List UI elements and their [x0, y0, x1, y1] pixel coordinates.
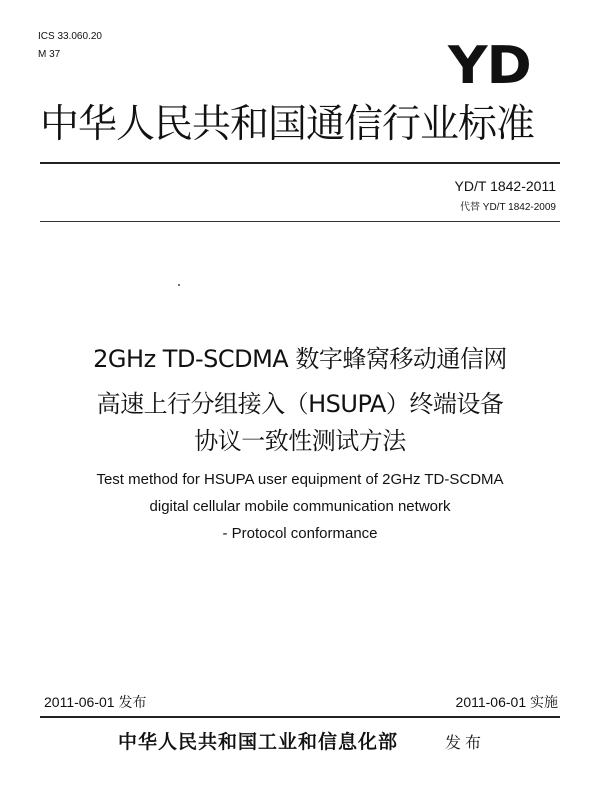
yd-logo: YD — [448, 36, 531, 96]
classification-code: M 37 — [38, 49, 61, 60]
scan-speck — [178, 284, 180, 286]
replaces-note: 代替 YD/T 1842-2009 — [460, 202, 556, 213]
ics-code: ICS 33.060.20 — [38, 31, 102, 42]
chinese-title-line-2: 高速上行分组接入（HSUPA）终端设备 — [96, 390, 504, 418]
english-title-line-3: - Protocol conformance — [222, 525, 378, 542]
english-title-line-1: Test method for HSUPA user equipment of 2GHz TD-SCDMA — [96, 471, 504, 488]
implementation-date: 2011-06-01 实施 — [455, 694, 558, 710]
chinese-title-line-1: 2GHz TD-SCDMA 数字蜂窝移动通信网 — [93, 345, 507, 373]
publish-label: 发布 — [445, 733, 486, 752]
standard-number: YD/T 1842-2011 — [454, 178, 556, 194]
header-divider — [40, 221, 560, 222]
issue-date: 2011-06-01 发布 — [44, 694, 147, 710]
publisher-name: 中华人民共和国工业和信息化部 — [118, 731, 399, 753]
bottom-divider — [40, 716, 560, 718]
top-divider — [40, 162, 560, 164]
chinese-title-line-3: 协议一致性测试方法 — [194, 427, 406, 455]
english-title-line-2: digital cellular mobile communication network — [149, 498, 451, 515]
standard-title: 中华人民共和国通信行业标准 — [40, 102, 535, 147]
